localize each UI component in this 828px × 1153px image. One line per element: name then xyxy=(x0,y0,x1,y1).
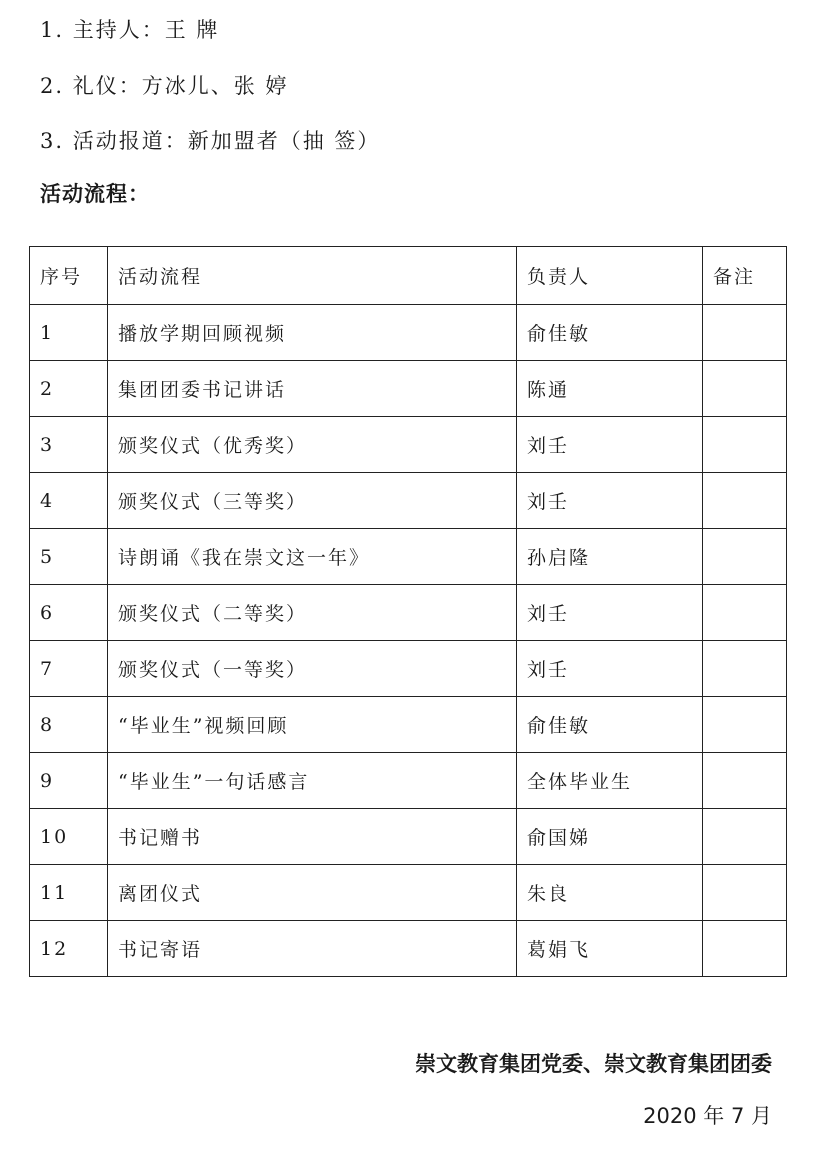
row-number: 8 xyxy=(30,697,108,753)
row-activity: 集团团委书记讲话 xyxy=(108,361,517,417)
activity-flow-table xyxy=(29,246,787,977)
row-activity: 诗朗诵《我在崇文这一年》 xyxy=(108,529,517,585)
row-number: 12 xyxy=(30,921,108,977)
row-note xyxy=(703,305,787,361)
row-activity: “毕业生”一句话感言 xyxy=(108,753,517,809)
table-row xyxy=(30,305,787,361)
header-person: 负责人 xyxy=(517,247,703,305)
table-row xyxy=(30,529,787,585)
flow-heading: 活动流程： xyxy=(40,182,150,206)
etiquette-line: 2. 礼仪：方冰儿、张 婷 xyxy=(40,74,289,98)
row-number: 10 xyxy=(30,809,108,865)
row-person: 孙启隆 xyxy=(517,529,703,585)
row-note xyxy=(703,361,787,417)
row-number: 11 xyxy=(30,865,108,921)
row-activity: “毕业生”视频回顾 xyxy=(108,697,517,753)
row-number: 4 xyxy=(30,473,108,529)
row-person: 俞佳敏 xyxy=(517,697,703,753)
table-row xyxy=(30,361,787,417)
row-note xyxy=(703,697,787,753)
organizer-signature: 崇文教育集团党委、崇文教育集团团委 xyxy=(415,1052,772,1076)
row-activity: 颁奖仪式（一等奖） xyxy=(108,641,517,697)
row-number: 5 xyxy=(30,529,108,585)
row-person: 刘壬 xyxy=(517,585,703,641)
row-note xyxy=(703,585,787,641)
row-activity: 书记寄语 xyxy=(108,921,517,977)
row-note xyxy=(703,417,787,473)
row-person: 刘壬 xyxy=(517,641,703,697)
row-number: 2 xyxy=(30,361,108,417)
row-person: 陈通 xyxy=(517,361,703,417)
row-number: 1 xyxy=(30,305,108,361)
table-row xyxy=(30,641,787,697)
table-row xyxy=(30,753,787,809)
document-date: 2020 年 7 月 xyxy=(643,1104,772,1128)
row-note xyxy=(703,529,787,585)
row-person: 俞国娣 xyxy=(517,809,703,865)
row-note xyxy=(703,921,787,977)
row-person: 葛娟飞 xyxy=(517,921,703,977)
table-row xyxy=(30,417,787,473)
row-note xyxy=(703,809,787,865)
row-person: 全体毕业生 xyxy=(517,753,703,809)
report-line: 3. 活动报道：新加盟者（抽 签） xyxy=(40,129,381,153)
header-activity: 活动流程 xyxy=(108,247,517,305)
row-number: 9 xyxy=(30,753,108,809)
row-number: 6 xyxy=(30,585,108,641)
row-number: 3 xyxy=(30,417,108,473)
row-person: 朱良 xyxy=(517,865,703,921)
header-note: 备注 xyxy=(703,247,787,305)
row-activity: 颁奖仪式（二等奖） xyxy=(108,585,517,641)
row-note xyxy=(703,753,787,809)
row-activity: 书记赠书 xyxy=(108,809,517,865)
row-person: 俞佳敏 xyxy=(517,305,703,361)
row-note xyxy=(703,473,787,529)
row-activity: 播放学期回顾视频 xyxy=(108,305,517,361)
row-person: 刘壬 xyxy=(517,417,703,473)
row-number: 7 xyxy=(30,641,108,697)
row-activity: 颁奖仪式（优秀奖） xyxy=(108,417,517,473)
table-row xyxy=(30,473,787,529)
table-row xyxy=(30,809,787,865)
table-header-row xyxy=(30,247,787,305)
table-row xyxy=(30,585,787,641)
row-activity: 颁奖仪式（三等奖） xyxy=(108,473,517,529)
header-number: 序号 xyxy=(30,247,108,305)
table-row xyxy=(30,921,787,977)
row-person: 刘壬 xyxy=(517,473,703,529)
row-note xyxy=(703,641,787,697)
table-row xyxy=(30,865,787,921)
table-row xyxy=(30,697,787,753)
row-activity: 离团仪式 xyxy=(108,865,517,921)
row-note xyxy=(703,865,787,921)
host-line: 1. 主持人：王 牌 xyxy=(40,18,220,42)
